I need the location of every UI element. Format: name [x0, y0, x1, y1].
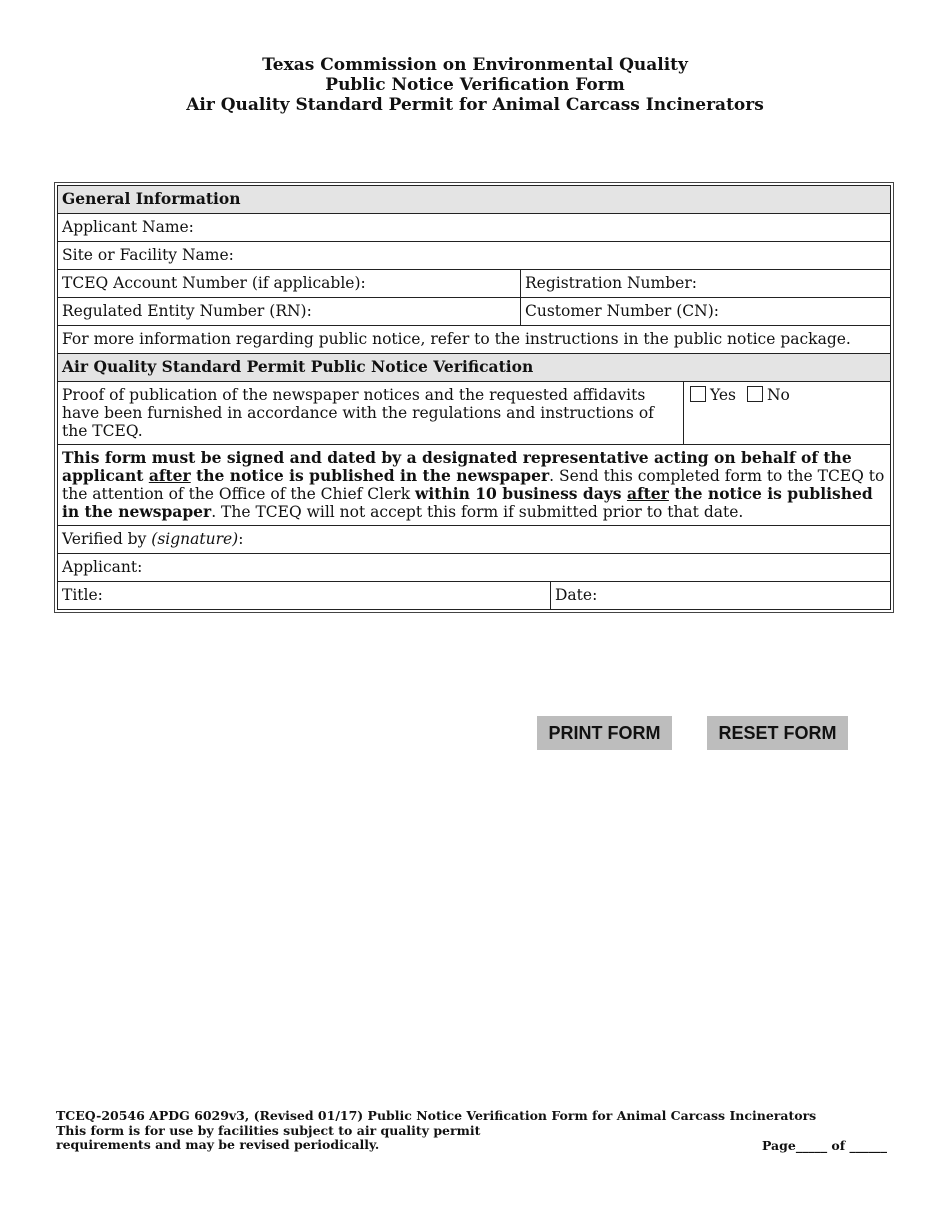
applicant-name-label: Applicant Name: — [62, 218, 194, 236]
cn-label: Customer Number (CN): — [525, 302, 719, 320]
account-number-field[interactable] — [58, 270, 521, 298]
section-verification: Air Quality Standard Permit Public Notice Verification — [58, 354, 891, 382]
public-notice-info: For more information regarding public notice, refer to the instructions in the public notice package. — [58, 326, 891, 354]
form-footer — [56, 1109, 816, 1153]
reset-form-button[interactable]: RESET FORM — [707, 716, 848, 750]
yes-label: Yes — [710, 386, 737, 404]
signing-instructions: This form must be signed and dated by a designated representative acting on behalf of the applicant after the notice is published in the newspaper. Send this completed form to the TCEQ to the attention of the Office of the Chief Clerk within 10 business days after the notice is published in the newspaper. The TCEQ will not accept this form if submitted prior to that date. — [58, 445, 891, 526]
title-agency: Texas Commission on Environmental Quality — [262, 55, 688, 75]
section-general-information: General Information — [58, 186, 891, 214]
rn-label: Regulated Entity Number (RN): — [62, 302, 312, 320]
proof-of-publication-text: Proof of publication of the newspaper notices and the requested affidavits have been furnished in accordance with the regulations and instructions of the TCEQ. — [58, 382, 684, 445]
applicant-name-field[interactable] — [58, 214, 891, 242]
title-field[interactable] — [58, 582, 551, 610]
applicant-label: Applicant: — [62, 558, 143, 576]
footer-usage-note-1: This form is for use by facilities subject to air quality permit — [56, 1122, 481, 1138]
title-permit-type: Air Quality Standard Permit for Animal Carcass Incinerators — [186, 95, 764, 115]
registration-number-label: Registration Number: — [525, 274, 697, 292]
proof-yes-no-group — [684, 382, 891, 445]
page-number: Page_____ of ______ — [761, 1138, 887, 1153]
form-title — [0, 55, 950, 115]
date-field[interactable] — [551, 582, 891, 610]
verified-by-field[interactable]: Verified by (signature): — [58, 526, 891, 554]
account-number-label: TCEQ Account Number (if applicable): — [62, 274, 366, 292]
rn-field[interactable] — [58, 298, 521, 326]
no-label: No — [766, 386, 790, 404]
title-form-name: Public Notice Verification Form — [325, 75, 625, 95]
footer-usage-note-2: requirements and may be revised periodically. — [56, 1137, 380, 1152]
site-name-label: Site or Facility Name: — [62, 246, 234, 264]
cn-field[interactable] — [521, 298, 891, 326]
footer-form-id: TCEQ-20546 APDG 6029v3, (Revised 01/17) Public Notice Verification Form for Animal Carcass Incinerators — [56, 1108, 817, 1123]
title-label: Title: — [62, 586, 103, 604]
yes-checkbox[interactable] — [690, 386, 706, 402]
print-form-button[interactable]: PRINT FORM — [537, 716, 672, 750]
applicant-signature-field[interactable] — [58, 554, 891, 582]
form-table-frame — [54, 182, 894, 613]
no-checkbox[interactable] — [747, 386, 763, 402]
registration-number-field[interactable] — [521, 270, 891, 298]
form-table — [57, 185, 891, 610]
date-label: Date: — [555, 586, 598, 604]
site-name-field[interactable] — [58, 242, 891, 270]
